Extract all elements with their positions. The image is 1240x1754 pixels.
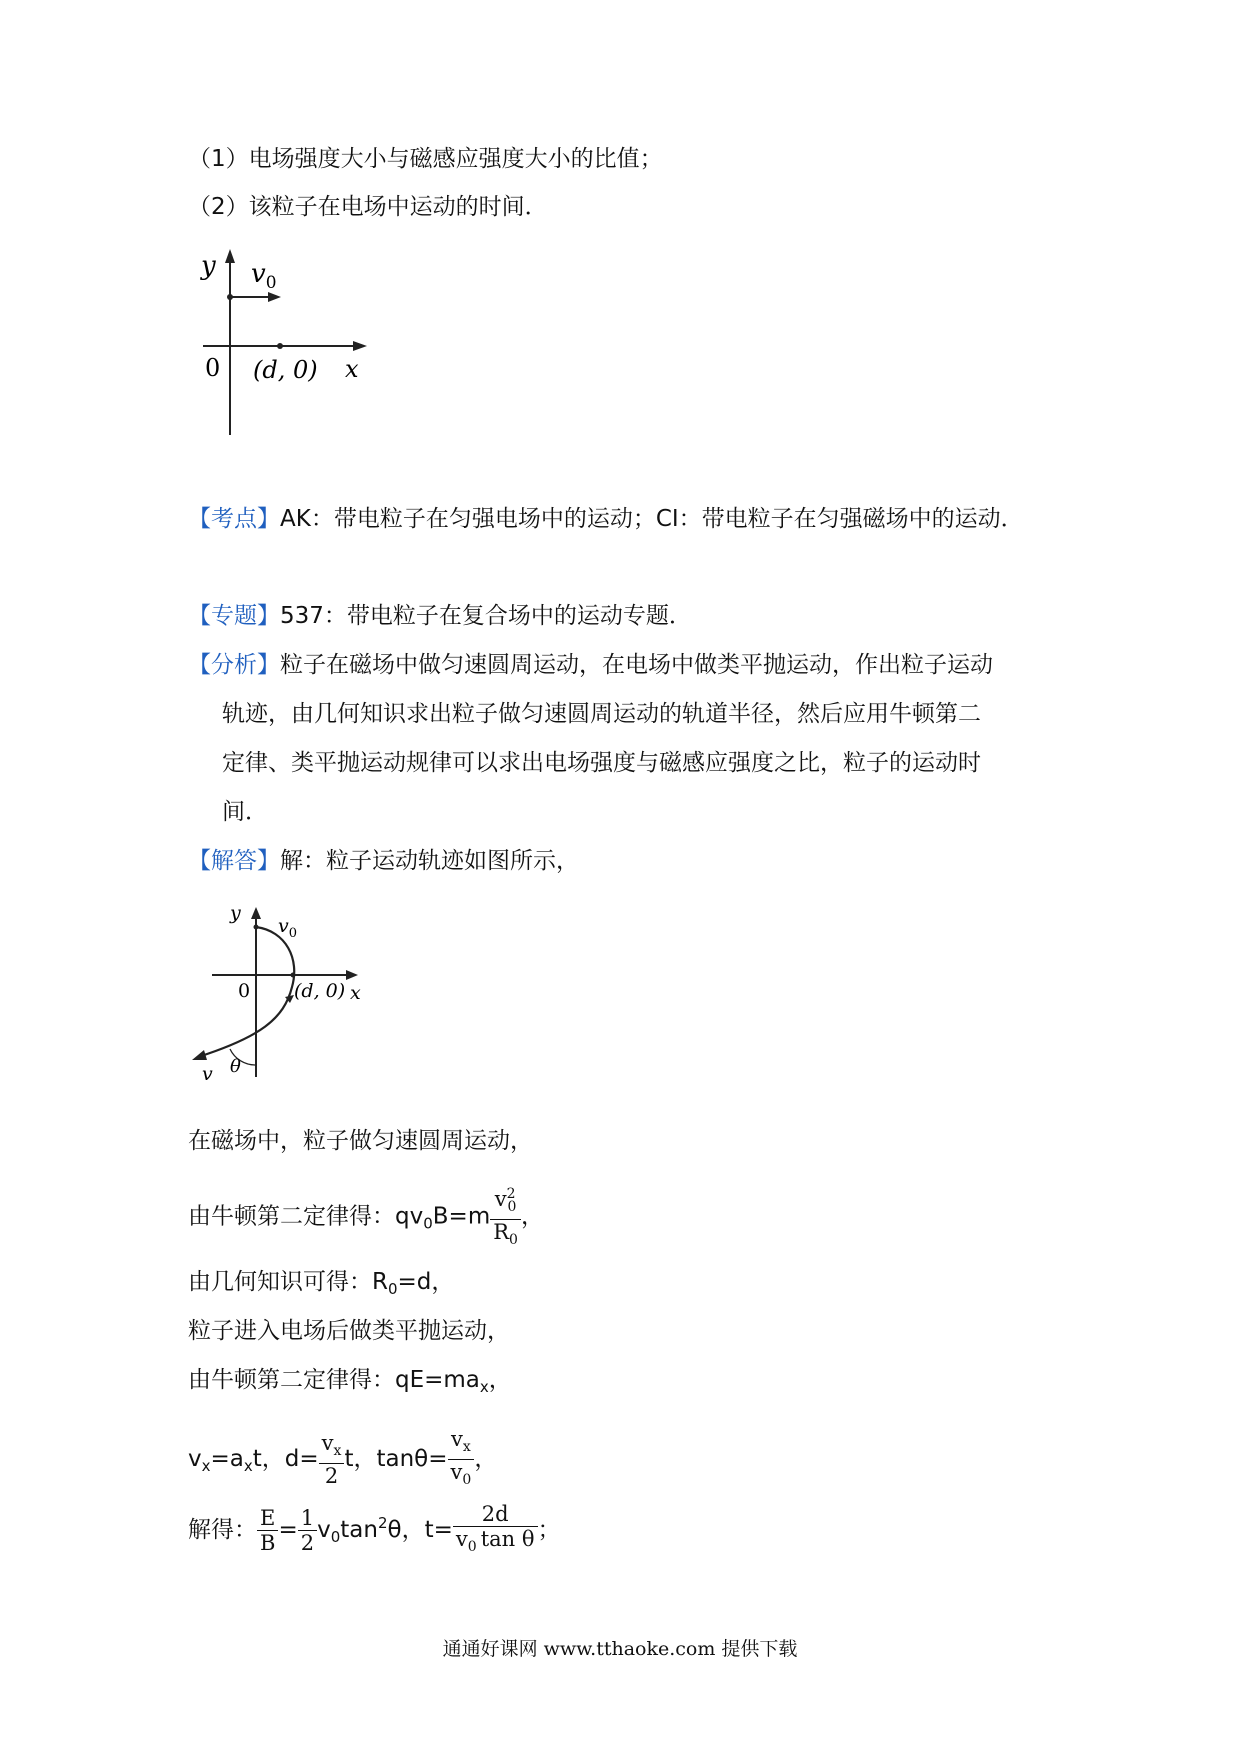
fraction-time: $\frac{2d}{v_0 \tan \theta}$ (453, 1502, 538, 1559)
fig1-y-label: y (201, 251, 216, 281)
fraction-e-over-b: $\frac{E}{B}$ (257, 1506, 278, 1555)
fig1-x-label: x (345, 355, 359, 383)
fig2-point-label: (d, 0) (294, 980, 346, 1002)
fig1-v0-label: $v_0$ (251, 259, 277, 293)
fenxi-line-1 (188, 649, 993, 681)
jieda-tag: 【解答】 (188, 848, 280, 874)
kaodian-text: AK：带电粒子在匀强电场中的运动；CI：带电粒子在匀强磁场中的运动． (280, 506, 1024, 532)
solution-line-1: 在磁场中，粒子做匀速圆周运动， (188, 1128, 533, 1154)
fig2-x-label: x (350, 982, 361, 1004)
fenxi-text-1: 粒子在磁场中做匀速圆周运动，在电场中做类平抛运动，作出粒子运动 (280, 652, 993, 678)
solution-line-4: 粒子进入电场后做类平抛运动， (188, 1318, 510, 1344)
fig2-v-label: v (202, 1063, 213, 1085)
question-1: （1）电场强度大小与磁感应强度大小的比值； (188, 146, 663, 172)
kaodian-tag: 【考点】 (188, 506, 280, 532)
fig2-theta-label: θ (230, 1056, 241, 1077)
solution-line-6: $v_x=a_xt$，d= $\frac{v_x}{2}$ t，tanθ= $\frac{v_x}{v_0}$ ， (188, 1427, 497, 1492)
solution-line-7: 解得： $\frac{E}{B}$ = $\frac{1}{2}$ $v_0\tan^2\theta$，t= $\frac{2d}{v_0 \tan \theta}$ ； (188, 1502, 561, 1559)
fenxi-line-4: 间． (222, 799, 268, 825)
fraction-vx-over-v0: $\frac{v_x}{v_0}$ (448, 1427, 475, 1492)
zhuanti-tag: 【专题】 (188, 603, 280, 629)
figure-coordinate-axes (185, 245, 385, 450)
fraction-vx-over-2: $\frac{v_x}{2}$ (319, 1431, 345, 1488)
page-footer: 通通好课网 www.tthaoke.com 提供下载 (442, 1638, 798, 1660)
figure-trajectory (190, 897, 390, 1092)
fig2-origin-label: 0 (238, 980, 251, 1002)
fenxi-line-2: 轨迹，由几何知识求出粒子做匀速圆周运动的轨道半径，然后应用牛顿第二 (222, 701, 981, 727)
fig2-v0-label: $v_0$ (278, 915, 298, 941)
solution-line-5: 由牛顿第二定律得：$qE=ma_x$， (188, 1367, 512, 1396)
question-2: （2）该粒子在电场中运动的时间． (188, 194, 548, 220)
fraction-one-half: $\frac{1}{2}$ (298, 1506, 317, 1555)
fig1-origin-label: 0 (205, 354, 221, 382)
zhuanti-text: 537：带电粒子在复合场中的运动专题． (280, 603, 692, 629)
fenxi-line-3: 定律、类平抛运动规律可以求出电场强度与磁感应强度之比，粒子的运动时 (222, 750, 981, 776)
solution-line-3: 由几何知识可得：$R_0=d$， (188, 1269, 455, 1298)
fig2-y-label: y (230, 902, 241, 924)
jieda-line (188, 845, 579, 877)
kaodian-line (188, 503, 1024, 535)
jieda-text: 解：粒子运动轨迹如图所示， (280, 848, 579, 874)
solution-line-2: 由牛顿第二定律得：$qv_0B=m$ $\frac{v^2_0}{R_0}$ ， (188, 1182, 544, 1252)
fraction-centripetal: $\frac{v^2_0}{R_0}$ (490, 1182, 521, 1252)
fig1-point-label: (d, 0) (253, 356, 318, 384)
fenxi-tag: 【分析】 (188, 652, 280, 678)
zhuanti-line (188, 600, 692, 632)
